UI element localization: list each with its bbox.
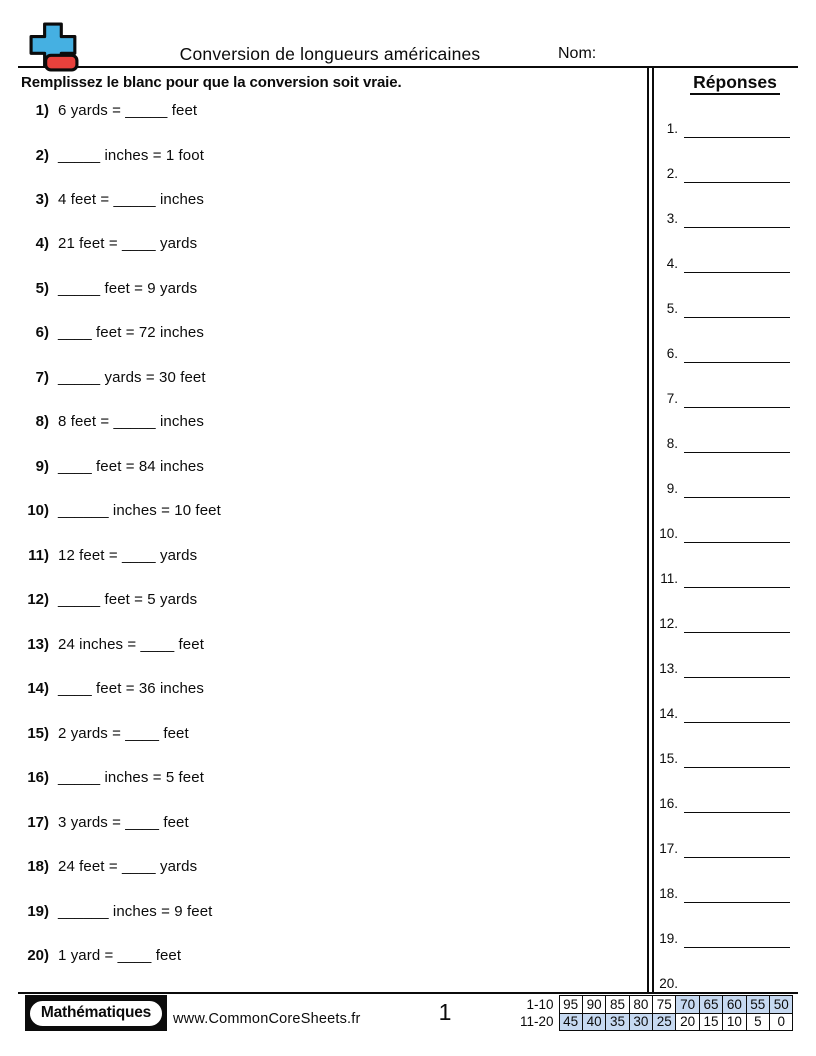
answer-number: 8. <box>666 436 678 451</box>
question-text: _____ yards = 30 feet <box>58 369 206 386</box>
page-number: 1 <box>438 999 452 1025</box>
answer-blank-line <box>684 902 790 903</box>
question-text: _____ inches = 5 feet <box>58 769 204 786</box>
question-18 <box>20 858 620 878</box>
question-4 <box>20 235 620 255</box>
answer-row-3 <box>652 211 797 245</box>
answer-blank-line <box>684 947 790 948</box>
answer-blank-line <box>684 632 790 633</box>
answer-blank-line <box>684 857 790 858</box>
score-row-11-20 <box>519 1013 793 1031</box>
answer-number: 6. <box>666 346 678 361</box>
question-text: ______ inches = 10 feet <box>58 502 221 519</box>
question-number: 17) <box>27 814 49 831</box>
question-text: 21 feet = ____ yards <box>58 235 198 252</box>
score-cell: 80 <box>629 996 652 1014</box>
question-text: 2 yards = ____ feet <box>58 725 189 742</box>
answer-number: 4. <box>666 256 678 271</box>
question-15 <box>20 725 620 745</box>
score-row-label: 1-10 <box>519 996 559 1014</box>
question-7 <box>20 369 620 389</box>
score-cell: 20 <box>676 1013 699 1031</box>
answer-row-11 <box>652 571 797 605</box>
question-3 <box>20 191 620 211</box>
brand-label: Mathématiques <box>28 999 164 1028</box>
question-12 <box>20 591 620 611</box>
score-cell: 10 <box>723 1013 746 1031</box>
answer-blank-line <box>684 497 790 498</box>
answer-number: 9. <box>666 481 678 496</box>
name-label: Nom: <box>558 45 597 62</box>
question-number: 5) <box>35 280 49 297</box>
answer-row-4 <box>652 256 797 290</box>
question-text: 24 inches = ____ feet <box>58 636 204 653</box>
question-number: 14) <box>27 680 49 697</box>
question-number: 15) <box>27 725 49 742</box>
page-title: Conversion de longueurs américaines <box>179 44 481 64</box>
question-text: ____ feet = 72 inches <box>58 324 204 341</box>
answer-blank-line <box>684 992 790 993</box>
question-number: 18) <box>27 858 49 875</box>
score-cell: 75 <box>653 996 676 1014</box>
question-text: 1 yard = ____ feet <box>58 947 182 964</box>
answer-number: 20. <box>659 976 678 991</box>
answer-number: 10. <box>659 526 678 541</box>
answer-row-18 <box>652 886 797 920</box>
website-url: www.CommonCoreSheets.fr <box>173 1011 361 1027</box>
answer-number: 14. <box>659 706 678 721</box>
score-cell: 40 <box>582 1013 605 1031</box>
answer-row-15 <box>652 751 797 785</box>
answer-number: 1. <box>666 121 678 136</box>
score-cell: 35 <box>606 1013 629 1031</box>
question-number: 9) <box>35 458 49 475</box>
score-cell: 55 <box>746 996 769 1014</box>
answer-row-14 <box>652 706 797 740</box>
question-number: 19) <box>27 903 49 920</box>
question-5 <box>20 280 620 300</box>
question-number: 6) <box>35 324 49 341</box>
header-divider <box>18 66 798 69</box>
answer-blank-line <box>684 272 790 273</box>
answer-blank-line <box>684 812 790 813</box>
question-text: ____ feet = 36 inches <box>58 680 204 697</box>
question-text: 6 yards = _____ feet <box>58 102 198 119</box>
question-8 <box>20 413 620 433</box>
score-row-label: 11-20 <box>519 1013 559 1031</box>
brand-plus-minus-icon <box>29 22 79 72</box>
question-text: 12 feet = ____ yards <box>58 547 198 564</box>
question-text: _____ inches = 1 foot <box>58 147 204 164</box>
question-9 <box>20 458 620 478</box>
answer-row-1 <box>652 121 797 155</box>
answers-heading <box>657 72 813 93</box>
question-text: ____ feet = 84 inches <box>58 458 204 475</box>
score-cell: 90 <box>582 996 605 1014</box>
question-text: 8 feet = _____ inches <box>58 413 204 430</box>
question-text: 4 feet = _____ inches <box>58 191 204 208</box>
score-cell: 15 <box>699 1013 722 1031</box>
answer-row-17 <box>652 841 797 875</box>
brand-badge <box>25 995 167 1031</box>
score-cell: 30 <box>629 1013 652 1031</box>
answer-number: 2. <box>666 166 678 181</box>
answers-heading-text: Réponses <box>690 72 780 95</box>
question-11 <box>20 547 620 567</box>
score-cell: 25 <box>653 1013 676 1031</box>
score-row-1-10 <box>519 996 793 1014</box>
question-text: _____ feet = 5 yards <box>58 591 198 608</box>
question-2 <box>20 147 620 167</box>
answer-number: 3. <box>666 211 678 226</box>
question-13 <box>20 636 620 656</box>
answer-blank-line <box>684 542 790 543</box>
answer-row-7 <box>652 391 797 425</box>
score-cell: 95 <box>559 996 582 1014</box>
answer-number: 11. <box>660 571 678 586</box>
answer-row-10 <box>652 526 797 560</box>
answer-blank-line <box>684 587 790 588</box>
answer-blank-line <box>684 452 790 453</box>
answer-row-8 <box>652 436 797 470</box>
score-cell: 70 <box>676 996 699 1014</box>
answer-row-5 <box>652 301 797 335</box>
question-text: 24 feet = ____ yards <box>58 858 198 875</box>
score-cell: 65 <box>699 996 722 1014</box>
answer-row-12 <box>652 616 797 650</box>
answer-row-16 <box>652 796 797 830</box>
question-number: 7) <box>35 369 49 386</box>
question-text: ______ inches = 9 feet <box>58 903 213 920</box>
question-number: 10) <box>27 502 49 519</box>
question-20 <box>20 947 620 967</box>
answer-blank-line <box>684 137 790 138</box>
question-number: 16) <box>27 769 49 786</box>
question-number: 8) <box>35 413 49 430</box>
answer-blank-line <box>684 677 790 678</box>
question-19 <box>20 903 620 923</box>
question-text: _____ feet = 9 yards <box>58 280 198 297</box>
instruction-text: Remplissez le blanc pour que la conversion soit vraie. <box>21 74 402 91</box>
score-cell: 45 <box>559 1013 582 1031</box>
question-10 <box>20 502 620 522</box>
score-cell: 60 <box>723 996 746 1014</box>
question-number: 13) <box>27 636 49 653</box>
answer-number: 18. <box>659 886 678 901</box>
answer-blank-line <box>684 722 790 723</box>
question-6 <box>20 324 620 344</box>
answer-number: 12. <box>659 616 678 631</box>
question-17 <box>20 814 620 834</box>
question-number: 3) <box>35 191 49 208</box>
answer-row-9 <box>652 481 797 515</box>
answer-row-19 <box>652 931 797 965</box>
score-cell: 0 <box>770 1013 793 1031</box>
question-number: 1) <box>35 102 49 119</box>
answer-blank-line <box>684 407 790 408</box>
question-number: 20) <box>27 947 49 964</box>
question-number: 11) <box>28 547 49 564</box>
answer-blank-line <box>684 317 790 318</box>
answer-blank-line <box>684 182 790 183</box>
answer-number: 16. <box>659 796 678 811</box>
score-cell: 85 <box>606 996 629 1014</box>
question-14 <box>20 680 620 700</box>
answer-blank-line <box>684 767 790 768</box>
answer-blank-line <box>684 362 790 363</box>
answer-number: 15. <box>659 751 678 766</box>
question-text: 3 yards = ____ feet <box>58 814 189 831</box>
score-cell: 50 <box>770 996 793 1014</box>
answer-number: 17. <box>659 841 678 856</box>
answer-number: 13. <box>659 661 678 676</box>
score-cell: 5 <box>746 1013 769 1031</box>
answer-number: 19. <box>659 931 678 946</box>
question-16 <box>20 769 620 789</box>
question-number: 2) <box>35 147 49 164</box>
score-table <box>519 995 793 1031</box>
question-1 <box>20 102 620 122</box>
question-number: 12) <box>27 591 49 608</box>
answer-row-6 <box>652 346 797 380</box>
answer-number: 7. <box>666 391 678 406</box>
answer-row-2 <box>652 166 797 200</box>
answer-row-13 <box>652 661 797 695</box>
answer-number: 5. <box>666 301 678 316</box>
question-number: 4) <box>35 235 49 252</box>
answer-blank-line <box>684 227 790 228</box>
